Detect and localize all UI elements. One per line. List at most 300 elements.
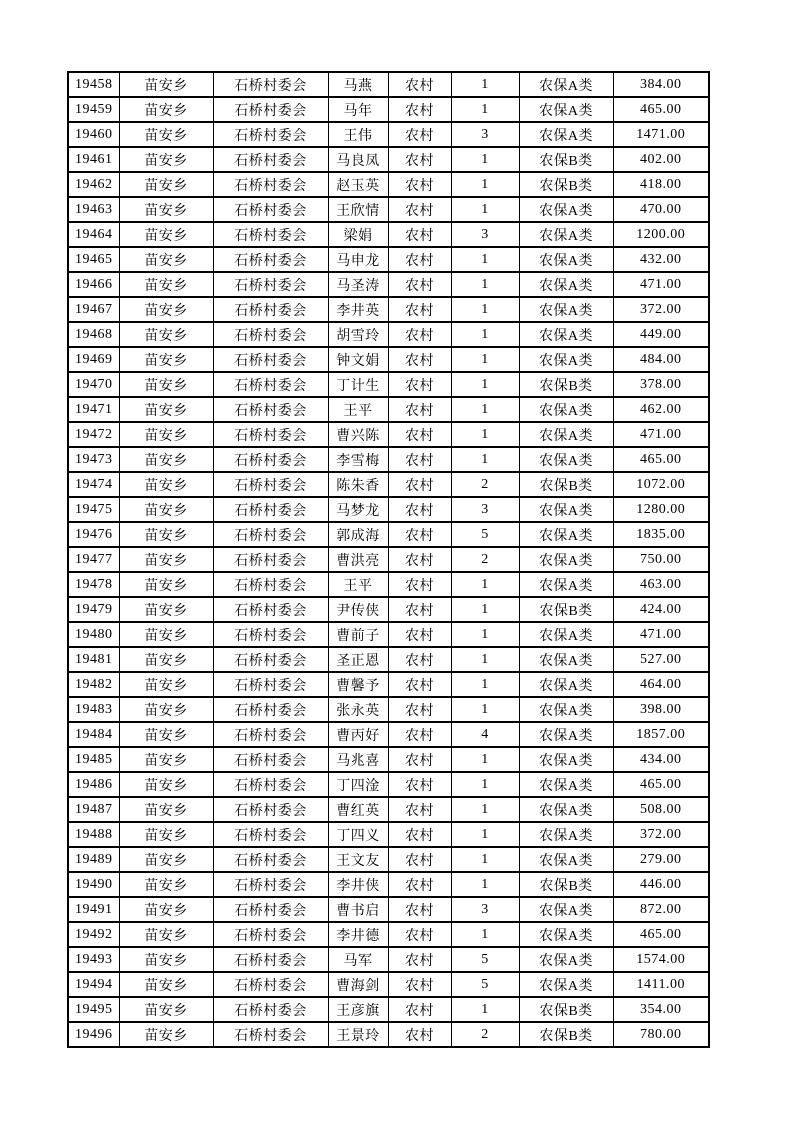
cell-residence-type: 农村 — [388, 147, 451, 172]
cell-amount: 449.00 — [613, 322, 709, 347]
cell-township: 苗安乡 — [119, 872, 213, 897]
cell-serial-number: 19491 — [68, 897, 119, 922]
cell-township: 苗安乡 — [119, 972, 213, 997]
cell-person-count: 1 — [451, 322, 519, 347]
cell-person-count: 1 — [451, 72, 519, 97]
cell-amount: 402.00 — [613, 147, 709, 172]
cell-township: 苗安乡 — [119, 222, 213, 247]
table-row — [68, 922, 709, 947]
cell-insurance-category: 农保A类 — [519, 572, 613, 597]
beneficiary-table — [67, 71, 710, 1048]
cell-insurance-category: 农保B类 — [519, 997, 613, 1022]
cell-amount: 1835.00 — [613, 522, 709, 547]
cell-serial-number: 19466 — [68, 272, 119, 297]
cell-village-committee: 石桥村委会 — [213, 947, 328, 972]
cell-insurance-category: 农保A类 — [519, 797, 613, 822]
cell-insurance-category: 农保B类 — [519, 147, 613, 172]
cell-serial-number: 19492 — [68, 922, 119, 947]
cell-serial-number: 19474 — [68, 472, 119, 497]
cell-insurance-category: 农保A类 — [519, 272, 613, 297]
cell-residence-type: 农村 — [388, 247, 451, 272]
cell-person-name: 曹前子 — [328, 622, 388, 647]
table-row — [68, 322, 709, 347]
cell-village-committee: 石桥村委会 — [213, 1022, 328, 1047]
cell-insurance-category: 农保A类 — [519, 497, 613, 522]
cell-insurance-category: 农保A类 — [519, 622, 613, 647]
cell-amount: 378.00 — [613, 372, 709, 397]
cell-person-count: 1 — [451, 772, 519, 797]
cell-person-name: 钟文娟 — [328, 347, 388, 372]
cell-insurance-category: 农保A类 — [519, 422, 613, 447]
cell-township: 苗安乡 — [119, 847, 213, 872]
cell-village-committee: 石桥村委会 — [213, 447, 328, 472]
cell-person-name: 曹丙好 — [328, 722, 388, 747]
cell-person-name: 马圣涛 — [328, 272, 388, 297]
cell-township: 苗安乡 — [119, 247, 213, 272]
cell-insurance-category: 农保A类 — [519, 672, 613, 697]
cell-village-committee: 石桥村委会 — [213, 97, 328, 122]
cell-amount: 418.00 — [613, 172, 709, 197]
cell-village-committee: 石桥村委会 — [213, 297, 328, 322]
cell-insurance-category: 农保A类 — [519, 297, 613, 322]
cell-amount: 372.00 — [613, 822, 709, 847]
cell-person-name: 王欣情 — [328, 197, 388, 222]
cell-village-committee: 石桥村委会 — [213, 622, 328, 647]
cell-residence-type: 农村 — [388, 597, 451, 622]
cell-insurance-category: 农保B类 — [519, 597, 613, 622]
cell-person-count: 4 — [451, 722, 519, 747]
cell-village-committee: 石桥村委会 — [213, 72, 328, 97]
cell-amount: 279.00 — [613, 847, 709, 872]
table-row — [68, 947, 709, 972]
cell-serial-number: 19467 — [68, 297, 119, 322]
cell-residence-type: 农村 — [388, 447, 451, 472]
cell-serial-number: 19482 — [68, 672, 119, 697]
cell-insurance-category: 农保A类 — [519, 547, 613, 572]
cell-township: 苗安乡 — [119, 447, 213, 472]
cell-township: 苗安乡 — [119, 322, 213, 347]
cell-person-name: 王平 — [328, 397, 388, 422]
cell-township: 苗安乡 — [119, 772, 213, 797]
cell-person-name: 马梦龙 — [328, 497, 388, 522]
cell-serial-number: 19459 — [68, 97, 119, 122]
cell-insurance-category: 农保A类 — [519, 772, 613, 797]
table-row — [68, 297, 709, 322]
cell-person-name: 马军 — [328, 947, 388, 972]
cell-serial-number: 19465 — [68, 247, 119, 272]
cell-village-committee: 石桥村委会 — [213, 897, 328, 922]
cell-serial-number: 19477 — [68, 547, 119, 572]
cell-person-count: 1 — [451, 247, 519, 272]
cell-insurance-category: 农保A类 — [519, 347, 613, 372]
cell-amount: 1411.00 — [613, 972, 709, 997]
cell-residence-type: 农村 — [388, 547, 451, 572]
cell-village-committee: 石桥村委会 — [213, 422, 328, 447]
cell-village-committee: 石桥村委会 — [213, 122, 328, 147]
table-row — [68, 122, 709, 147]
cell-village-committee: 石桥村委会 — [213, 872, 328, 897]
cell-person-name: 李井英 — [328, 297, 388, 322]
table-row — [68, 222, 709, 247]
cell-person-name: 曹海剑 — [328, 972, 388, 997]
cell-township: 苗安乡 — [119, 572, 213, 597]
cell-insurance-category: 农保A类 — [519, 897, 613, 922]
cell-township: 苗安乡 — [119, 897, 213, 922]
cell-insurance-category: 农保A类 — [519, 697, 613, 722]
table-row — [68, 372, 709, 397]
cell-serial-number: 19485 — [68, 747, 119, 772]
cell-insurance-category: 农保A类 — [519, 722, 613, 747]
table-row — [68, 397, 709, 422]
cell-person-count: 1 — [451, 97, 519, 122]
cell-person-name: 丁四淦 — [328, 772, 388, 797]
cell-person-name: 张永英 — [328, 697, 388, 722]
cell-serial-number: 19462 — [68, 172, 119, 197]
cell-amount: 1471.00 — [613, 122, 709, 147]
cell-person-name: 王景玲 — [328, 1022, 388, 1047]
cell-person-name: 李井侠 — [328, 872, 388, 897]
cell-person-name: 马兆喜 — [328, 747, 388, 772]
cell-amount: 398.00 — [613, 697, 709, 722]
cell-amount: 465.00 — [613, 97, 709, 122]
cell-person-count: 1 — [451, 747, 519, 772]
table-row — [68, 597, 709, 622]
cell-township: 苗安乡 — [119, 672, 213, 697]
cell-person-name: 赵玉英 — [328, 172, 388, 197]
cell-serial-number: 19486 — [68, 772, 119, 797]
cell-amount: 1200.00 — [613, 222, 709, 247]
cell-person-count: 1 — [451, 872, 519, 897]
cell-insurance-category: 农保A类 — [519, 947, 613, 972]
cell-insurance-category: 农保B类 — [519, 472, 613, 497]
cell-serial-number: 19470 — [68, 372, 119, 397]
cell-insurance-category: 农保A类 — [519, 222, 613, 247]
cell-residence-type: 农村 — [388, 422, 451, 447]
cell-person-count: 2 — [451, 547, 519, 572]
cell-person-name: 曹书启 — [328, 897, 388, 922]
cell-village-committee: 石桥村委会 — [213, 372, 328, 397]
cell-village-committee: 石桥村委会 — [213, 647, 328, 672]
cell-person-count: 2 — [451, 1022, 519, 1047]
table-row — [68, 347, 709, 372]
cell-person-count: 3 — [451, 122, 519, 147]
cell-township: 苗安乡 — [119, 497, 213, 522]
cell-township: 苗安乡 — [119, 472, 213, 497]
cell-village-committee: 石桥村委会 — [213, 172, 328, 197]
cell-township: 苗安乡 — [119, 72, 213, 97]
cell-serial-number: 19471 — [68, 397, 119, 422]
cell-village-committee: 石桥村委会 — [213, 247, 328, 272]
cell-amount: 372.00 — [613, 297, 709, 322]
table-row — [68, 997, 709, 1022]
cell-person-count: 1 — [451, 197, 519, 222]
cell-residence-type: 农村 — [388, 97, 451, 122]
cell-amount: 465.00 — [613, 922, 709, 947]
cell-village-committee: 石桥村委会 — [213, 347, 328, 372]
cell-village-committee: 石桥村委会 — [213, 772, 328, 797]
cell-residence-type: 农村 — [388, 872, 451, 897]
cell-person-count: 1 — [451, 272, 519, 297]
cell-person-name: 马燕 — [328, 72, 388, 97]
cell-person-count: 1 — [451, 447, 519, 472]
cell-insurance-category: 农保A类 — [519, 397, 613, 422]
cell-village-committee: 石桥村委会 — [213, 797, 328, 822]
cell-residence-type: 农村 — [388, 922, 451, 947]
cell-insurance-category: 农保A类 — [519, 522, 613, 547]
cell-person-name: 李井德 — [328, 922, 388, 947]
cell-person-count: 2 — [451, 472, 519, 497]
cell-insurance-category: 农保B类 — [519, 1022, 613, 1047]
cell-person-count: 1 — [451, 922, 519, 947]
cell-insurance-category: 农保A类 — [519, 72, 613, 97]
cell-person-name: 郭成海 — [328, 522, 388, 547]
table-row — [68, 647, 709, 672]
cell-amount: 1072.00 — [613, 472, 709, 497]
cell-person-name: 王平 — [328, 572, 388, 597]
cell-township: 苗安乡 — [119, 172, 213, 197]
cell-township: 苗安乡 — [119, 622, 213, 647]
table-row — [68, 797, 709, 822]
cell-serial-number: 19473 — [68, 447, 119, 472]
cell-township: 苗安乡 — [119, 747, 213, 772]
cell-serial-number: 19469 — [68, 347, 119, 372]
cell-village-committee: 石桥村委会 — [213, 322, 328, 347]
cell-township: 苗安乡 — [119, 547, 213, 572]
table-row — [68, 172, 709, 197]
cell-amount: 463.00 — [613, 572, 709, 597]
cell-insurance-category: 农保B类 — [519, 172, 613, 197]
cell-amount: 464.00 — [613, 672, 709, 697]
cell-village-committee: 石桥村委会 — [213, 497, 328, 522]
cell-person-count: 3 — [451, 497, 519, 522]
cell-person-name: 王伟 — [328, 122, 388, 147]
cell-person-name: 马申龙 — [328, 247, 388, 272]
table-row — [68, 247, 709, 272]
cell-village-committee: 石桥村委会 — [213, 547, 328, 572]
cell-amount: 508.00 — [613, 797, 709, 822]
cell-village-committee: 石桥村委会 — [213, 747, 328, 772]
cell-residence-type: 农村 — [388, 772, 451, 797]
cell-residence-type: 农村 — [388, 822, 451, 847]
cell-township: 苗安乡 — [119, 372, 213, 397]
cell-township: 苗安乡 — [119, 1022, 213, 1047]
cell-village-committee: 石桥村委会 — [213, 672, 328, 697]
cell-township: 苗安乡 — [119, 122, 213, 147]
cell-person-name: 马年 — [328, 97, 388, 122]
cell-residence-type: 农村 — [388, 797, 451, 822]
cell-person-name: 曹洪亮 — [328, 547, 388, 572]
cell-serial-number: 19475 — [68, 497, 119, 522]
cell-residence-type: 农村 — [388, 647, 451, 672]
table-row — [68, 547, 709, 572]
cell-village-committee: 石桥村委会 — [213, 522, 328, 547]
cell-person-name: 梁娟 — [328, 222, 388, 247]
cell-insurance-category: 农保A类 — [519, 247, 613, 272]
cell-township: 苗安乡 — [119, 147, 213, 172]
cell-township: 苗安乡 — [119, 697, 213, 722]
cell-insurance-category: 农保A类 — [519, 847, 613, 872]
cell-amount: 780.00 — [613, 1022, 709, 1047]
cell-person-count: 1 — [451, 822, 519, 847]
table-row — [68, 872, 709, 897]
cell-township: 苗安乡 — [119, 297, 213, 322]
cell-residence-type: 农村 — [388, 222, 451, 247]
cell-person-name: 王彦旗 — [328, 997, 388, 1022]
cell-residence-type: 农村 — [388, 272, 451, 297]
cell-township: 苗安乡 — [119, 797, 213, 822]
cell-serial-number: 19464 — [68, 222, 119, 247]
cell-village-committee: 石桥村委会 — [213, 597, 328, 622]
cell-person-count: 1 — [451, 847, 519, 872]
cell-residence-type: 农村 — [388, 1022, 451, 1047]
cell-person-count: 1 — [451, 422, 519, 447]
cell-township: 苗安乡 — [119, 197, 213, 222]
cell-amount: 432.00 — [613, 247, 709, 272]
cell-person-count: 5 — [451, 972, 519, 997]
cell-person-count: 1 — [451, 797, 519, 822]
cell-amount: 462.00 — [613, 397, 709, 422]
cell-amount: 471.00 — [613, 272, 709, 297]
cell-person-count: 1 — [451, 372, 519, 397]
cell-person-name: 曹红英 — [328, 797, 388, 822]
table-row — [68, 772, 709, 797]
cell-township: 苗安乡 — [119, 397, 213, 422]
cell-person-name: 曹兴陈 — [328, 422, 388, 447]
cell-village-committee: 石桥村委会 — [213, 847, 328, 872]
cell-insurance-category: 农保B类 — [519, 872, 613, 897]
table-row — [68, 697, 709, 722]
table-row — [68, 197, 709, 222]
table-row — [68, 972, 709, 997]
cell-village-committee: 石桥村委会 — [213, 147, 328, 172]
cell-insurance-category: 农保B类 — [519, 372, 613, 397]
cell-person-name: 陈朱香 — [328, 472, 388, 497]
cell-amount: 471.00 — [613, 622, 709, 647]
cell-township: 苗安乡 — [119, 647, 213, 672]
table-row — [68, 147, 709, 172]
cell-serial-number: 19483 — [68, 697, 119, 722]
cell-residence-type: 农村 — [388, 322, 451, 347]
cell-residence-type: 农村 — [388, 672, 451, 697]
cell-serial-number: 19494 — [68, 972, 119, 997]
cell-amount: 1280.00 — [613, 497, 709, 522]
cell-person-count: 1 — [451, 622, 519, 647]
cell-insurance-category: 农保A类 — [519, 447, 613, 472]
table-row — [68, 72, 709, 97]
cell-insurance-category: 农保A类 — [519, 822, 613, 847]
cell-person-count: 1 — [451, 297, 519, 322]
cell-serial-number: 19461 — [68, 147, 119, 172]
cell-person-count: 1 — [451, 697, 519, 722]
cell-person-name: 尹传侠 — [328, 597, 388, 622]
cell-village-committee: 石桥村委会 — [213, 972, 328, 997]
cell-residence-type: 农村 — [388, 397, 451, 422]
cell-person-count: 1 — [451, 647, 519, 672]
cell-person-count: 1 — [451, 172, 519, 197]
cell-person-count: 1 — [451, 397, 519, 422]
table-row — [68, 622, 709, 647]
cell-amount: 434.00 — [613, 747, 709, 772]
cell-serial-number: 19489 — [68, 847, 119, 872]
cell-township: 苗安乡 — [119, 822, 213, 847]
cell-township: 苗安乡 — [119, 947, 213, 972]
cell-person-count: 1 — [451, 997, 519, 1022]
cell-amount: 465.00 — [613, 772, 709, 797]
cell-insurance-category: 农保A类 — [519, 647, 613, 672]
cell-serial-number: 19463 — [68, 197, 119, 222]
cell-serial-number: 19460 — [68, 122, 119, 147]
cell-serial-number: 19481 — [68, 647, 119, 672]
cell-serial-number: 19468 — [68, 322, 119, 347]
cell-village-committee: 石桥村委会 — [213, 822, 328, 847]
cell-township: 苗安乡 — [119, 97, 213, 122]
cell-amount: 484.00 — [613, 347, 709, 372]
cell-amount: 1857.00 — [613, 722, 709, 747]
cell-serial-number: 19480 — [68, 622, 119, 647]
cell-residence-type: 农村 — [388, 897, 451, 922]
cell-township: 苗安乡 — [119, 422, 213, 447]
cell-serial-number: 19476 — [68, 522, 119, 547]
cell-village-committee: 石桥村委会 — [213, 697, 328, 722]
cell-township: 苗安乡 — [119, 272, 213, 297]
cell-insurance-category: 农保A类 — [519, 972, 613, 997]
cell-insurance-category: 农保A类 — [519, 97, 613, 122]
table-row — [68, 422, 709, 447]
cell-residence-type: 农村 — [388, 347, 451, 372]
cell-residence-type: 农村 — [388, 722, 451, 747]
cell-amount: 354.00 — [613, 997, 709, 1022]
cell-person-name: 圣正恩 — [328, 647, 388, 672]
cell-serial-number: 19488 — [68, 822, 119, 847]
cell-person-name: 王文友 — [328, 847, 388, 872]
cell-serial-number: 19490 — [68, 872, 119, 897]
table-row — [68, 522, 709, 547]
cell-township: 苗安乡 — [119, 997, 213, 1022]
cell-village-committee: 石桥村委会 — [213, 922, 328, 947]
cell-insurance-category: 农保A类 — [519, 322, 613, 347]
cell-person-count: 3 — [451, 222, 519, 247]
cell-serial-number: 19495 — [68, 997, 119, 1022]
cell-village-committee: 石桥村委会 — [213, 722, 328, 747]
cell-serial-number: 19493 — [68, 947, 119, 972]
cell-village-committee: 石桥村委会 — [213, 272, 328, 297]
cell-township: 苗安乡 — [119, 522, 213, 547]
cell-person-name: 丁四义 — [328, 822, 388, 847]
cell-amount: 872.00 — [613, 897, 709, 922]
cell-residence-type: 农村 — [388, 522, 451, 547]
table-row — [68, 672, 709, 697]
table-row — [68, 1022, 709, 1047]
cell-serial-number: 19496 — [68, 1022, 119, 1047]
cell-village-committee: 石桥村委会 — [213, 572, 328, 597]
cell-township: 苗安乡 — [119, 922, 213, 947]
cell-residence-type: 农村 — [388, 197, 451, 222]
cell-person-count: 1 — [451, 147, 519, 172]
cell-township: 苗安乡 — [119, 722, 213, 747]
cell-insurance-category: 农保A类 — [519, 922, 613, 947]
cell-village-committee: 石桥村委会 — [213, 997, 328, 1022]
cell-amount: 527.00 — [613, 647, 709, 672]
cell-person-name: 李雪梅 — [328, 447, 388, 472]
cell-residence-type: 农村 — [388, 947, 451, 972]
table-row — [68, 822, 709, 847]
table-row — [68, 747, 709, 772]
cell-insurance-category: 农保A类 — [519, 122, 613, 147]
cell-serial-number: 19478 — [68, 572, 119, 597]
cell-serial-number: 19479 — [68, 597, 119, 622]
cell-residence-type: 农村 — [388, 297, 451, 322]
cell-serial-number: 19487 — [68, 797, 119, 822]
